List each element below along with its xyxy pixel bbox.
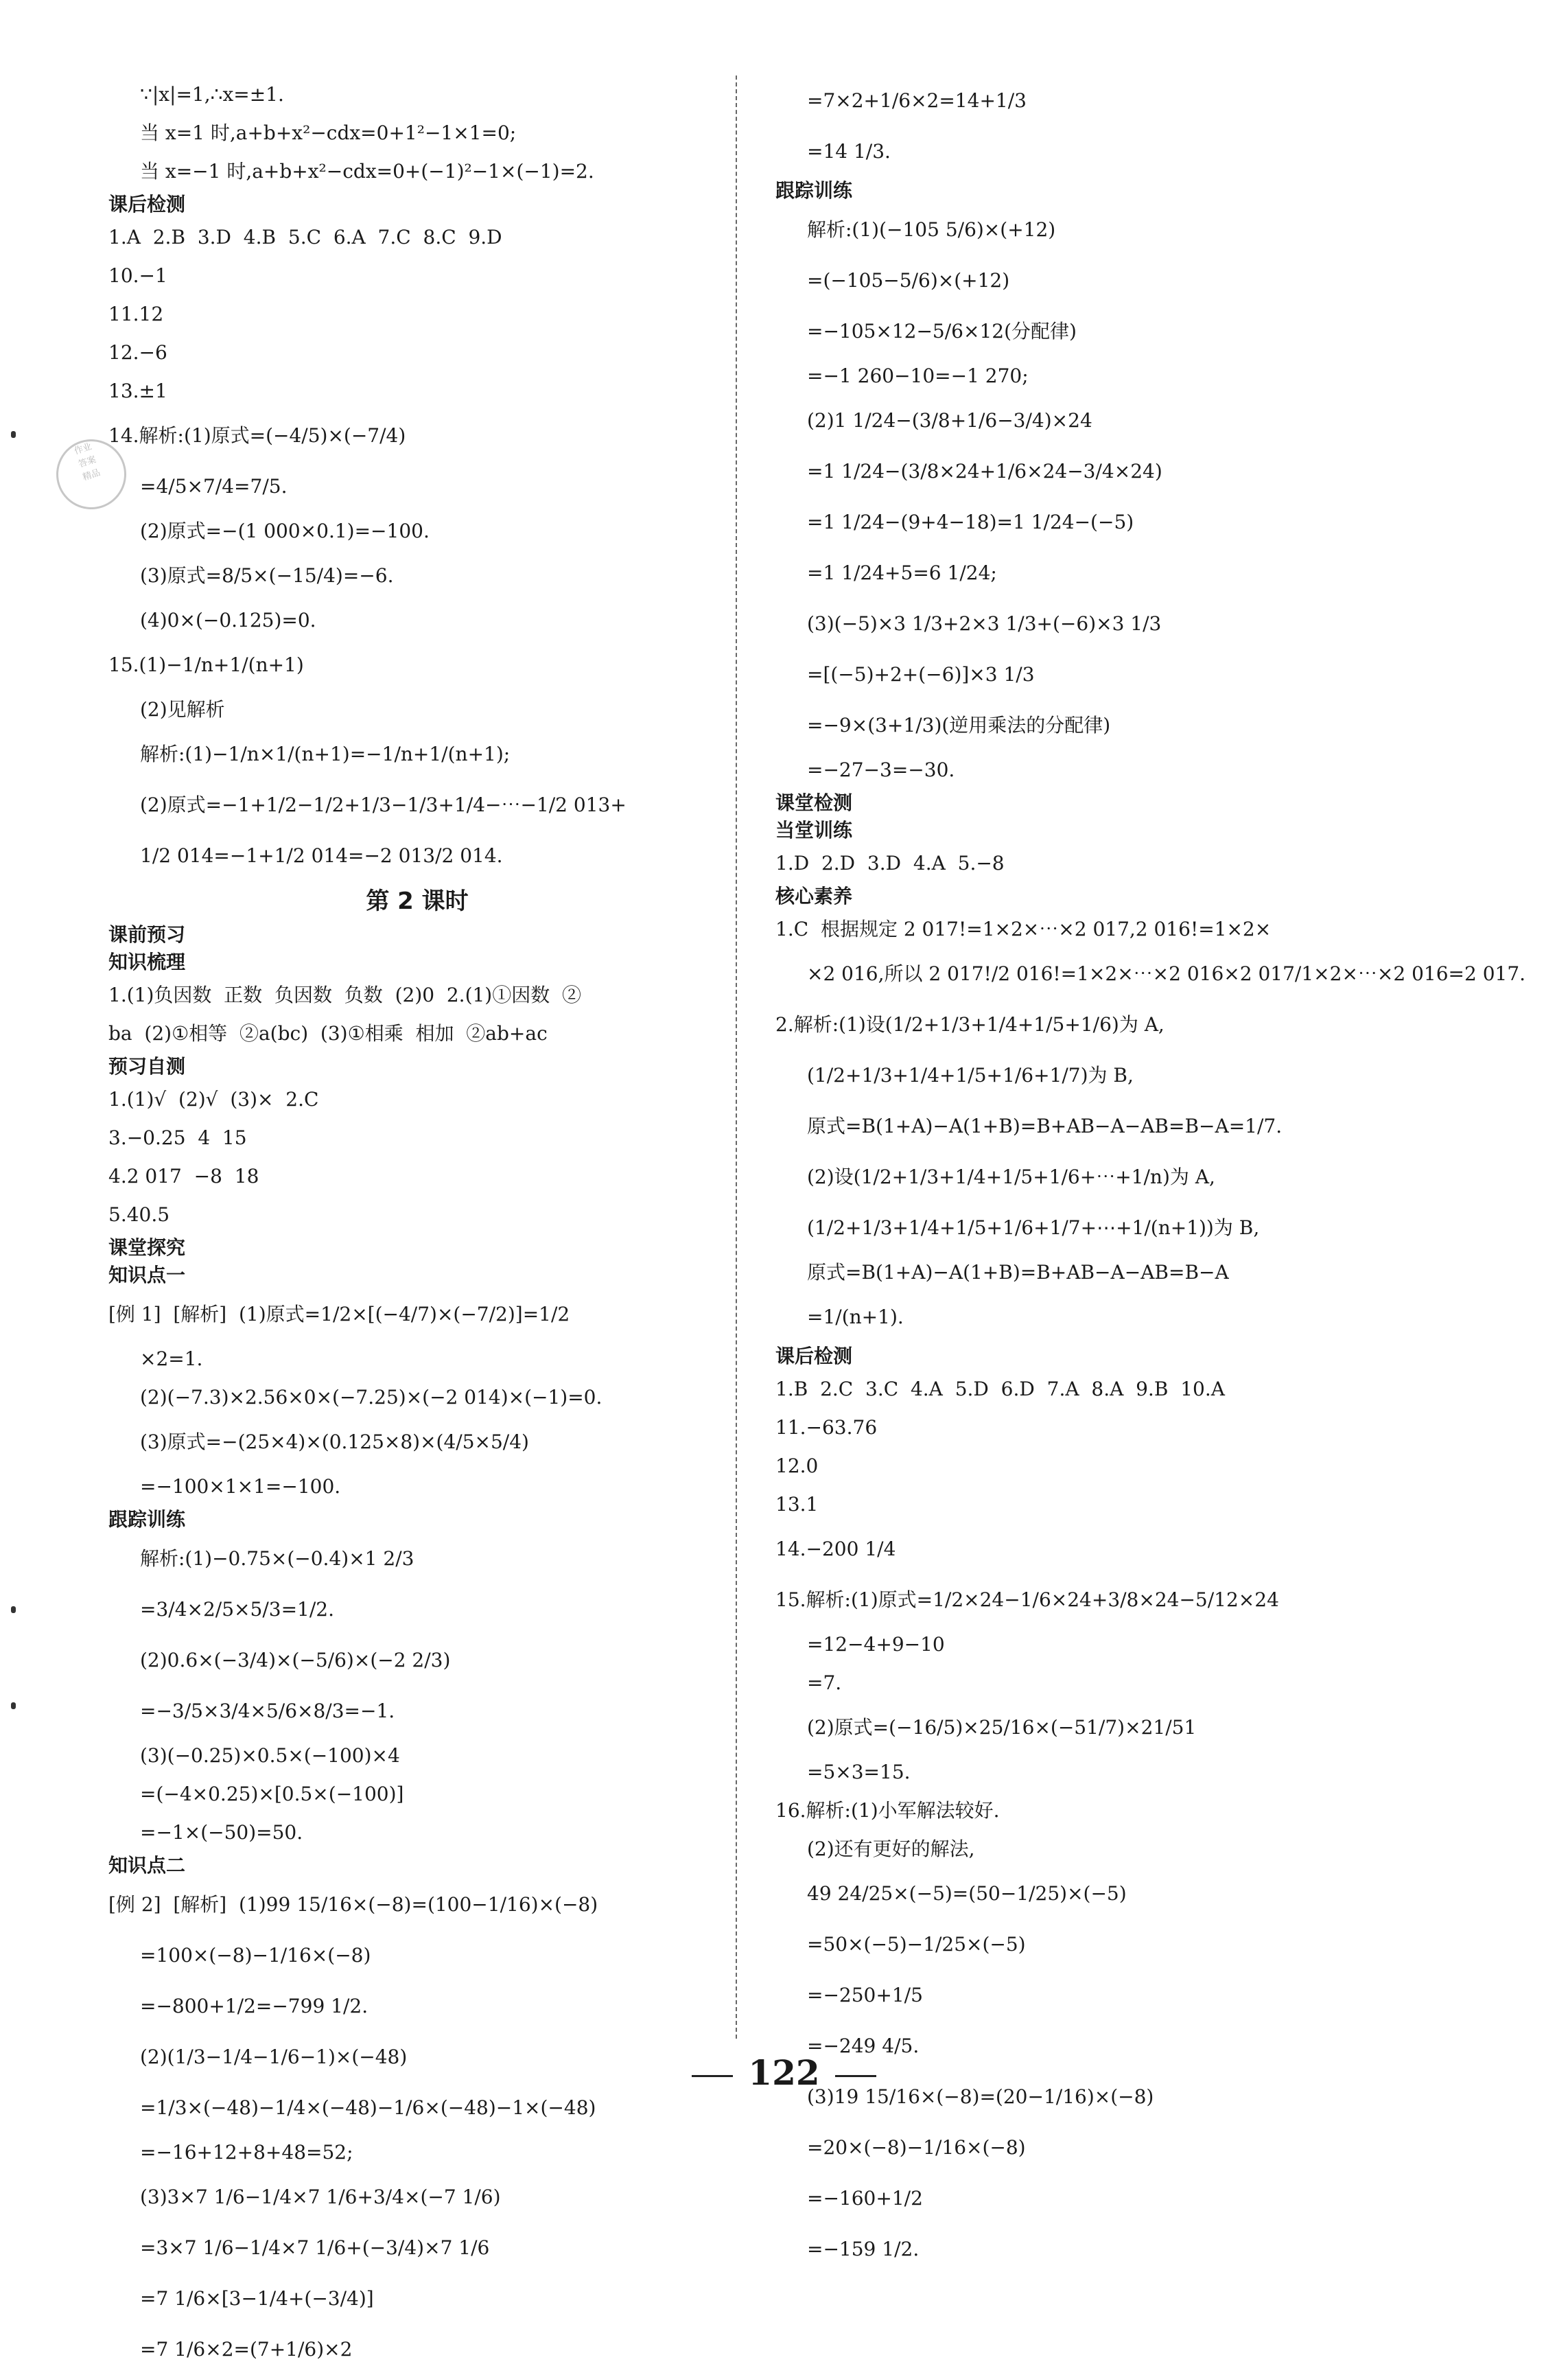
answer-line: (3)原式=−(25×4)×(0.125×8)×(4/5×5/4)	[140, 1430, 529, 1453]
answer-line: (2)见解析	[140, 698, 225, 721]
answer-line: =20×(−8)−1/16×(−8)	[807, 2136, 1026, 2159]
scan-mark	[11, 431, 16, 438]
answer-line: =7.	[807, 1671, 842, 1694]
answer-line: =1 1/24+5=6 1/24;	[807, 561, 997, 584]
section-heading: 核心素养	[775, 885, 853, 907]
answer-line: ∵|x|=1,∴x=±1.	[140, 83, 284, 106]
section-heading: 课后检测	[108, 193, 186, 216]
answer-line: 12.−6	[108, 341, 167, 364]
answer-line: =14 1/3.	[807, 140, 891, 163]
answer-line: 16.解析:(1)小军解法较好.	[775, 1799, 1000, 1822]
lesson-title: 第 2 课时	[366, 888, 469, 915]
answer-line: (1/2+1/3+1/4+1/5+1/6+1/7)为 B,	[807, 1064, 1134, 1087]
answer-line: 原式=B(1+A)−A(1+B)=B+AB−A−AB=B−A=1/7.	[807, 1115, 1283, 1137]
answer-line: 1.(1)√ (2)√ (3)× 2.C	[108, 1088, 319, 1111]
answer-line: 2.解析:(1)设(1/2+1/3+1/4+1/5+1/6)为 A,	[775, 1013, 1165, 1036]
answer-line: 13.±1	[108, 380, 167, 402]
section-heading: 知识点二	[108, 1854, 186, 1877]
answer-line: 当 x=−1 时,a+b+x²−cdx=0+(−1)²−1×(−1)=2.	[140, 160, 594, 183]
scan-mark	[11, 1702, 16, 1709]
answer-line: =100×(−8)−1/16×(−8)	[140, 1944, 371, 1967]
answer-line: ×2=1.	[140, 1347, 203, 1370]
answer-line: =1/3×(−48)−1/4×(−48)−1/6×(−48)−1×(−48)	[140, 2096, 596, 2119]
answer-line: =−250+1/5	[807, 1984, 923, 2006]
answer-line: (2)原式=−(1 000×0.1)=−100.	[140, 520, 430, 542]
answer-line: (3)19 15/16×(−8)=(20−1/16)×(−8)	[807, 2085, 1154, 2108]
answer-line: (2)原式=(−16/5)×25/16×(−51/7)×21/51	[807, 1716, 1197, 1739]
section-heading: 知识梳理	[108, 951, 186, 973]
answer-line: =3×7 1/6−1/4×7 1/6+(−3/4)×7 1/6	[140, 2236, 490, 2259]
answer-line: =7 1/6×2=(7+1/6)×2	[140, 2338, 353, 2361]
answer-line: =−160+1/2	[807, 2187, 923, 2210]
answer-line: 原式=B(1+A)−A(1+B)=B+AB−A−AB=B−A	[807, 1261, 1229, 1284]
answer-line: =(−105−5/6)×(+12)	[807, 269, 1010, 292]
answer-line: =−16+12+8+48=52;	[140, 2141, 353, 2164]
answer-line: =12−4+9−10	[807, 1633, 945, 1656]
answer-line: [例 1] [解析] (1)原式=1/2×[(−4/7)×(−7/2)]=1/2	[108, 1303, 570, 1325]
answer-line: (3)(−0.25)×0.5×(−100)×4	[140, 1744, 400, 1767]
answer-line: =−9×(3+1/3)(逆用乘法的分配律)	[807, 714, 1111, 737]
answer-line: 解析:(1)−0.75×(−0.4)×1 2/3	[140, 1547, 414, 1570]
answer-line: 11.−63.76	[775, 1416, 878, 1439]
section-heading: 当堂训练	[775, 819, 853, 842]
section-heading: 课堂检测	[775, 791, 853, 814]
answer-line: =−3/5×3/4×5/6×8/3=−1.	[140, 1700, 395, 1722]
answer-line: =(−4×0.25)×[0.5×(−100)]	[140, 1783, 404, 1805]
column-divider	[736, 76, 737, 2039]
page-number: 122	[0, 2052, 1568, 2093]
answer-line: ba (2)①相等 ②a(bc) (3)①相乘 相加 ②ab+ac	[108, 1022, 548, 1045]
answer-line: 5.40.5	[108, 1203, 170, 1226]
answer-line: (2)设(1/2+1/3+1/4+1/5+1/6+⋯+1/n)为 A,	[807, 1166, 1215, 1188]
answer-line: =−105×12−5/6×12(分配律)	[807, 320, 1077, 343]
answer-line: 1.A 2.B 3.D 4.B 5.C 6.A 7.C 8.C 9.D	[108, 226, 502, 248]
answer-line: (3)(−5)×3 1/3+2×3 1/3+(−6)×3 1/3	[807, 612, 1162, 635]
answer-line: =5×3=15.	[807, 1761, 911, 1783]
answer-line: [例 2] [解析] (1)99 15/16×(−8)=(100−1/16)×(−8)	[108, 1893, 598, 1916]
answer-line: 1.C 根据规定 2 017!=1×2×⋯×2 017,2 016!=1×2×	[775, 918, 1272, 940]
section-heading: 预习自测	[108, 1055, 186, 1078]
answer-line: 4.2 017 −8 18	[108, 1165, 259, 1188]
answer-line: (2)还有更好的解法,	[807, 1838, 975, 1860]
answer-line: 当 x=1 时,a+b+x²−cdx=0+1²−1×1=0;	[140, 121, 517, 144]
scan-mark	[11, 1606, 16, 1613]
answer-line: (2)原式=−1+1/2−1/2+1/3−1/3+1/4−⋯−1/2 013+	[140, 793, 627, 816]
answer-line: (3)3×7 1/6−1/4×7 1/6+3/4×(−7 1/6)	[140, 2186, 501, 2208]
answer-line: (2)(−7.3)×2.56×0×(−7.25)×(−2 014)×(−1)=0.	[140, 1386, 602, 1409]
answer-line: (4)0×(−0.125)=0.	[140, 609, 316, 632]
left-column	[108, 76, 726, 2375]
answer-line: 11.12	[108, 303, 164, 325]
answer-line: =−100×1×1=−100.	[140, 1475, 341, 1498]
answer-line: 10.−1	[108, 264, 167, 287]
right-column	[775, 76, 1526, 2275]
section-heading: 跟踪训练	[108, 1508, 186, 1531]
answer-line: =4/5×7/4=7/5.	[140, 475, 288, 498]
answer-line: =−249 4/5.	[807, 2035, 920, 2057]
answer-line: 解析:(1)(−105 5/6)×(+12)	[807, 218, 1056, 241]
answer-line: 3.−0.25 4 15	[108, 1126, 247, 1149]
answer-line: =50×(−5)−1/25×(−5)	[807, 1933, 1026, 1956]
answer-line: (2)0.6×(−3/4)×(−5/6)×(−2 2/3)	[140, 1649, 451, 1671]
answer-line: =1/(n+1).	[807, 1306, 904, 1328]
answer-line: =−27−3=−30.	[807, 758, 955, 781]
answer-line: 14.解析:(1)原式=(−4/5)×(−7/4)	[108, 424, 406, 447]
answer-line: 14.−200 1/4	[775, 1538, 896, 1560]
answer-line: 1.B 2.C 3.C 4.A 5.D 6.D 7.A 8.A 9.B 10.A	[775, 1378, 1225, 1400]
answer-line: =7×2+1/6×2=14+1/3	[807, 89, 1027, 112]
answer-line: 1.(1)负因数 正数 负因数 负数 (2)0 2.(1)①因数 ②	[108, 984, 582, 1006]
answer-line: 13.1	[775, 1493, 819, 1516]
answer-line: 49 24/25×(−5)=(50−1/25)×(−5)	[807, 1882, 1127, 1905]
answer-line: =7 1/6×[3−1/4+(−3/4)]	[140, 2287, 374, 2310]
answer-line: (3)原式=8/5×(−15/4)=−6.	[140, 564, 394, 587]
answer-line: =−159 1/2.	[807, 2238, 920, 2260]
answer-line: 12.0	[775, 1455, 819, 1477]
section-heading: 课前预习	[108, 923, 186, 946]
answer-line: =1 1/24−(3/8×24+1/6×24−3/4×24)	[807, 460, 1162, 483]
section-heading: 知识点一	[108, 1264, 186, 1286]
answer-line: (2)(1/3−1/4−1/6−1)×(−48)	[140, 2046, 408, 2068]
answer-line: 1.D 2.D 3.D 4.A 5.−8	[775, 852, 1005, 874]
answer-line: (2)1 1/24−(3/8+1/6−3/4)×24	[807, 409, 1092, 432]
section-heading: 跟踪训练	[775, 179, 853, 202]
answer-line: 15.解析:(1)原式=1/2×24−1/6×24+3/8×24−5/12×24	[775, 1588, 1279, 1611]
answer-line: =3/4×2/5×5/3=1/2.	[140, 1598, 334, 1621]
answer-line: =−800+1/2=−799 1/2.	[140, 1995, 368, 2017]
answer-line: (1/2+1/3+1/4+1/5+1/6+1/7+⋯+1/(n+1))为 B,	[807, 1216, 1260, 1239]
answer-line: =1 1/24−(9+4−18)=1 1/24−(−5)	[807, 511, 1134, 533]
answer-line: 1/2 014=−1+1/2 014=−2 013/2 014.	[140, 844, 503, 867]
section-heading: 课堂探究	[108, 1236, 186, 1259]
answer-line: ×2 016,所以 2 017!/2 016!=1×2×⋯×2 016×2 017/1×2×⋯×2 016=2 017.	[807, 962, 1526, 985]
section-heading: 课后检测	[775, 1345, 853, 1367]
answer-line: =−1×(−50)=50.	[140, 1821, 303, 1844]
answer-line: =−1 260−10=−1 270;	[807, 364, 1029, 387]
watermark-stamp: 作业 答案 精品	[47, 430, 136, 519]
answer-line: 15.(1)−1/n+1/(n+1)	[108, 653, 304, 676]
answer-line: =[(−5)+2+(−6)]×3 1/3	[807, 663, 1035, 686]
answer-line: 解析:(1)−1/n×1/(n+1)=−1/n+1/(n+1);	[140, 743, 511, 765]
